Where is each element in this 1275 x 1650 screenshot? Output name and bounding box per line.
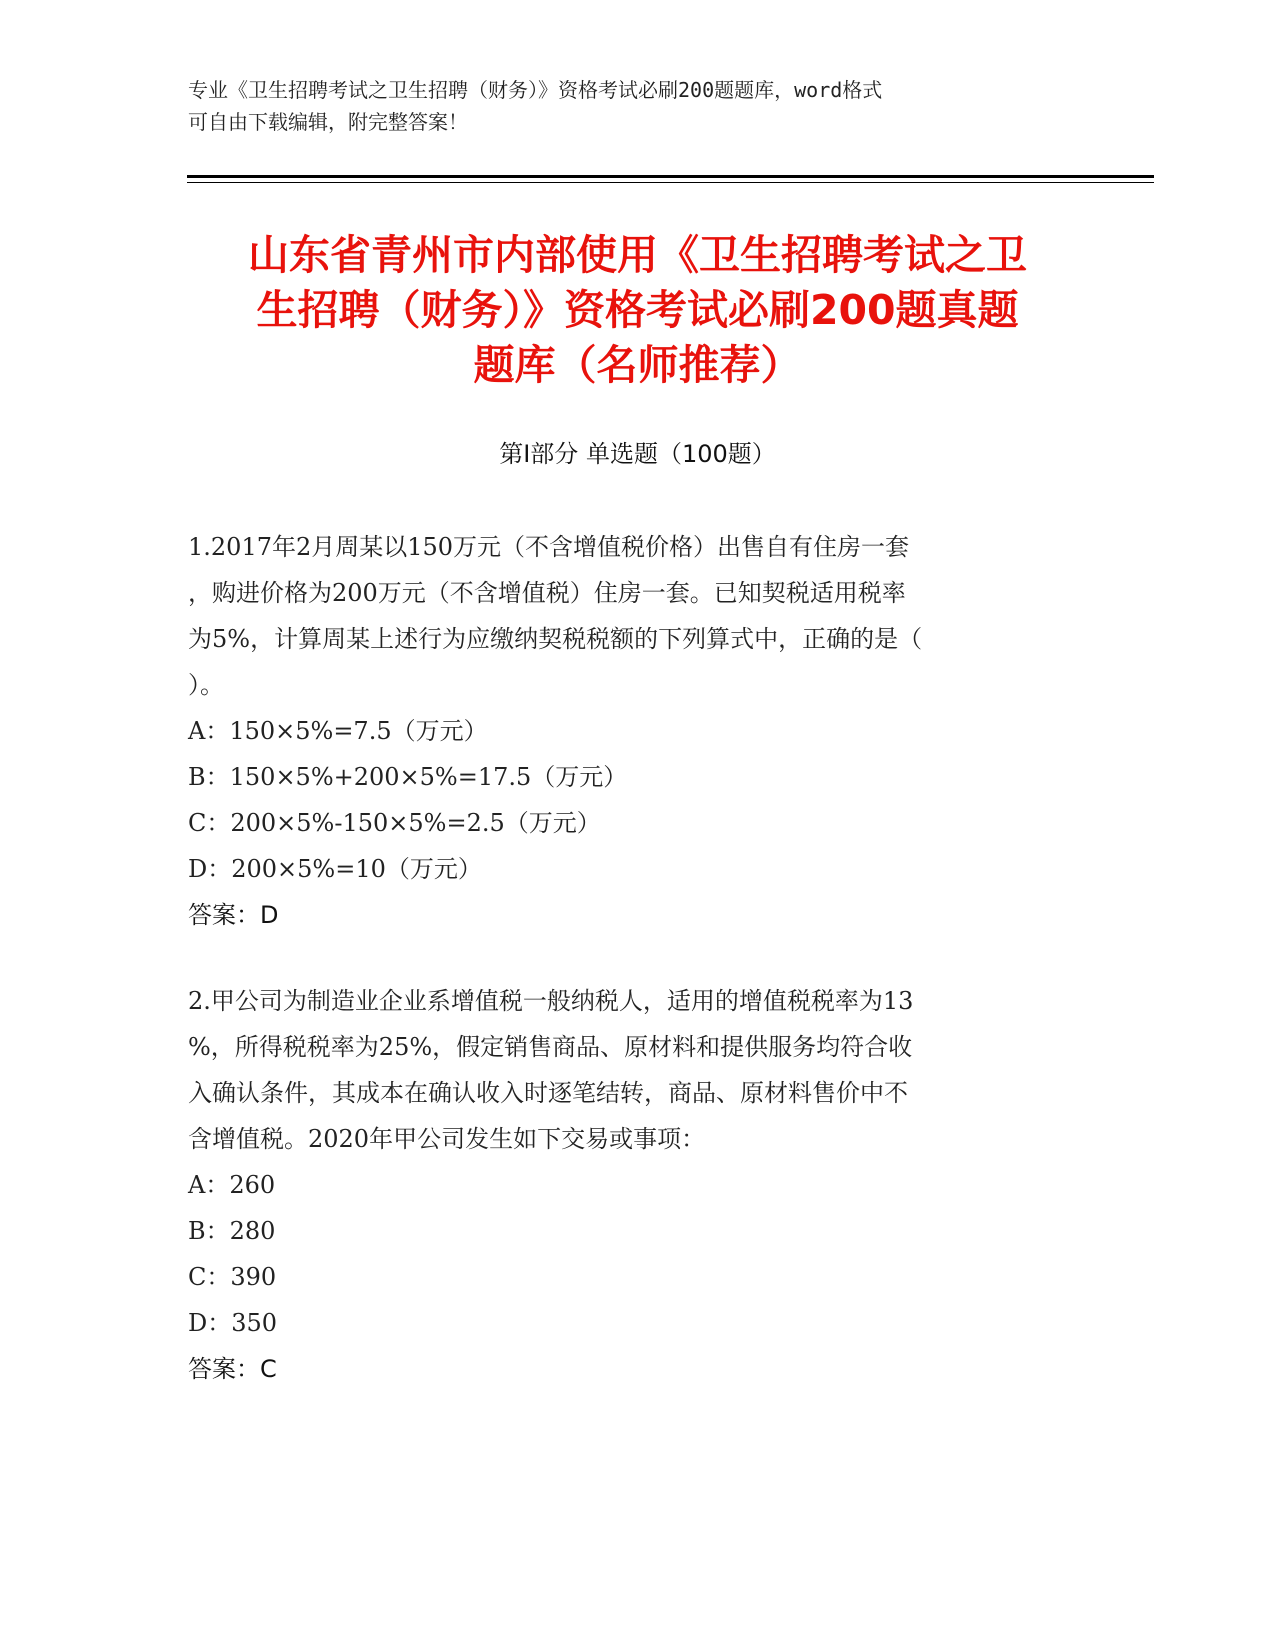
header-divider-thick (187, 175, 1154, 178)
answer-line: 答案：C (188, 1355, 277, 1383)
option-b: B：150×5%+200×5%=17.5（万元） (188, 763, 628, 791)
header-divider-thin (187, 182, 1154, 183)
header-note-line: 专业《卫生招聘考试之卫生招聘（财务）》资格考试必刷200题题库，word格式 (188, 78, 883, 102)
question-stem-line: 含增值税。2020年甲公司发生如下交易或事项： (188, 1125, 706, 1153)
option-d: D：350 (188, 1309, 278, 1337)
option-a: A：260 (188, 1171, 276, 1199)
header-note (188, 74, 1068, 138)
question-2 (188, 978, 1088, 1392)
question-stem-line: 2.甲公司为制造业企业系增值税一般纳税人，适用的增值税税率为13 (188, 987, 914, 1015)
option-d: D：200×5%=10（万元） (188, 855, 482, 883)
option-a: A：150×5%=7.5（万元） (188, 717, 488, 745)
section-heading: 第Ⅰ部分 单选题（100题） (499, 440, 776, 468)
title-line: 山东省青州市内部使用《卫生招聘考试之卫 (248, 231, 1027, 279)
header-note-line: 可自由下载编辑，附完整答案！ (188, 110, 468, 134)
option-c: C：200×5%-150×5%=2.5（万元） (188, 809, 601, 837)
title-line: 生招聘（财务）》资格考试必刷200题真题 (256, 286, 1019, 334)
question-stem-line: ，购进价格为200万元（不含增值税）住房一套。已知契税适用税率 (188, 579, 906, 607)
question-stem (188, 524, 1088, 708)
question-stem-line: ）。 (188, 671, 224, 699)
question-stem-line: %，所得税税率为25%，假定销售商品、原材料和提供服务均符合收 (188, 1033, 913, 1061)
document-title (175, 228, 1100, 393)
question-1 (188, 524, 1088, 938)
question-stem (188, 978, 1088, 1162)
answer-line: 答案：D (188, 901, 279, 929)
question-stem-line: 入确认条件，其成本在确认收入时逐笔结转，商品、原材料售价中不 (188, 1079, 908, 1107)
option-b: B：280 (188, 1217, 276, 1245)
option-c: C：390 (188, 1263, 277, 1291)
question-stem-line: 1.2017年2月周某以150万元（不含增值税价格）出售自有住房一套 (188, 533, 910, 561)
question-stem-line: 为5%，计算周某上述行为应缴纳契税税额的下列算式中，正确的是（ (188, 625, 923, 653)
title-line: 题库（名师推荐） (473, 341, 802, 389)
